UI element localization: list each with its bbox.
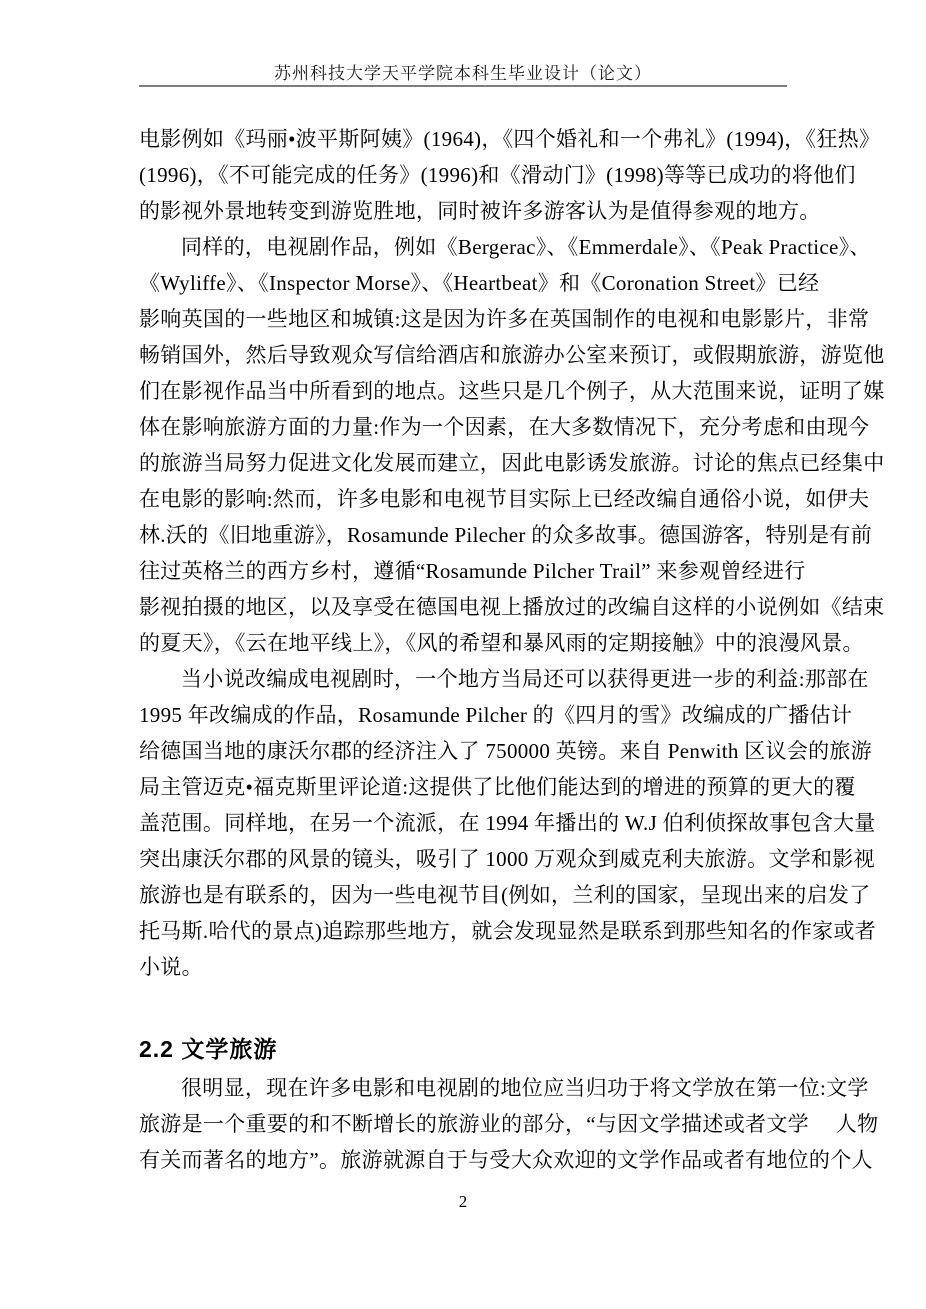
page-header-title: 苏州科技大学天平学院本科生毕业设计（论文） xyxy=(274,64,652,83)
text-line: 往过英格兰的西方乡村，遵循“Rosamunde Pilcher Trail” 来参观曾经进行 xyxy=(139,559,806,583)
text-line: 同样的，电视剧作品，例如《Bergerac》、《Emmerdale》、《Peak Practice》、 xyxy=(181,235,871,259)
text-line: 的影视外景地转变到游览胜地，同时被许多游客认为是值得参观的地方。 xyxy=(139,199,821,223)
text-line: 当小说改编成电视剧时，一个地方当局还可以获得更进一步的利益:那部在 xyxy=(181,667,869,691)
text-line: 很明显，现在许多电影和电视剧的地位应当归功于将文学放在第一位:文学 xyxy=(181,1076,869,1100)
text-line: 《Wyliffe》、《Inspector Morse》、《Heartbeat》和《Coronation Street》已经 xyxy=(139,271,820,295)
text-line: 畅销国外，然后导致观众写信给酒店和旅游办公室来预订，或假期旅游，游览他 xyxy=(139,343,885,367)
text-line: 托马斯.哈代的景点)追踪那些地方，就会发现显然是联系到那些知名的作家或者 xyxy=(139,919,877,943)
page-number: 2 xyxy=(458,1192,468,1211)
text-line: 影视拍摄的地区，以及享受在德国电视上播放过的改编自这样的小说例如《结束 xyxy=(139,595,885,619)
text-line: 旅游是一个重要的和不断增长的旅游业的部分，“与因文学描述或者文学 人物 xyxy=(139,1112,879,1136)
text-line: 的夏天》，《云在地平线上》，《风的希望和暴风雨的定期接触》中的浪漫风景。 xyxy=(139,631,864,655)
text-line: 突出康沃尔郡的风景的镜头，吸引了 1000 万观众到威克利夫旅游。文学和影视 xyxy=(139,847,875,871)
text-line: 林.沃的《旧地重游》，Rosamunde Pilecher 的众多故事。德国游客，特别是有前 xyxy=(139,523,873,547)
text-line: 们在影视作品当中所看到的地点。这些只是几个例子，从大范围来说，证明了媒 xyxy=(139,379,885,403)
document-content xyxy=(139,121,885,1178)
text-line: 小说。 xyxy=(139,955,203,979)
text-line: 盖范围。同样地，在另一个流派，在 1994 年播出的 W.J 伯利侦探故事包含大量 xyxy=(139,811,876,835)
text-line: 的旅游当局努力促进文化发展而建立，因此电影诱发旅游。讨论的焦点已经集中 xyxy=(139,451,885,475)
section-heading: 2.2 文学旅游 xyxy=(139,1036,278,1062)
text-line: 体在影响旅游方面的力量:作为一个因素，在大多数情况下，充分考虑和由现今 xyxy=(139,415,870,439)
text-line: 1995 年改编成的作品，Rosamunde Pilcher 的《四月的雪》改编成的广播估计 xyxy=(139,703,853,727)
text-line: 有关而著名的地方”。旅游就源自于与受大众欢迎的文学作品或者有地位的个人 xyxy=(139,1148,873,1172)
text-line: (1996)，《不可能完成的任务》(1996)和《滑动门》(1998)等等已成功的将他们 xyxy=(139,163,856,187)
text-line: 旅游也是有联系的，因为一些电视节目(例如，兰利的国家，呈现出来的启发了 xyxy=(139,883,871,907)
text-line: 在电影的影响:然而，许多电影和电视节目实际上已经改编自通俗小说，如伊夫 xyxy=(139,487,870,511)
text-line: 影响英国的一些地区和城镇:这是因为许多在英国制作的电视和电影影片，非常 xyxy=(139,307,870,331)
header-rule xyxy=(139,85,787,87)
text-line: 电影例如《玛丽•波平斯阿姨》(1964)，《四个婚礼和一个弗礼》(1994)，《狂热》 xyxy=(139,127,881,151)
text-line: 给德国当地的康沃尔郡的经济注入了 750000 英镑。来自 Penwith 区议会的旅游 xyxy=(139,739,873,763)
text-line: 局主管迈克•福克斯里评论道:这提供了比他们能达到的增进的预算的更大的覆 xyxy=(139,775,856,799)
page-footer xyxy=(0,1192,926,1212)
